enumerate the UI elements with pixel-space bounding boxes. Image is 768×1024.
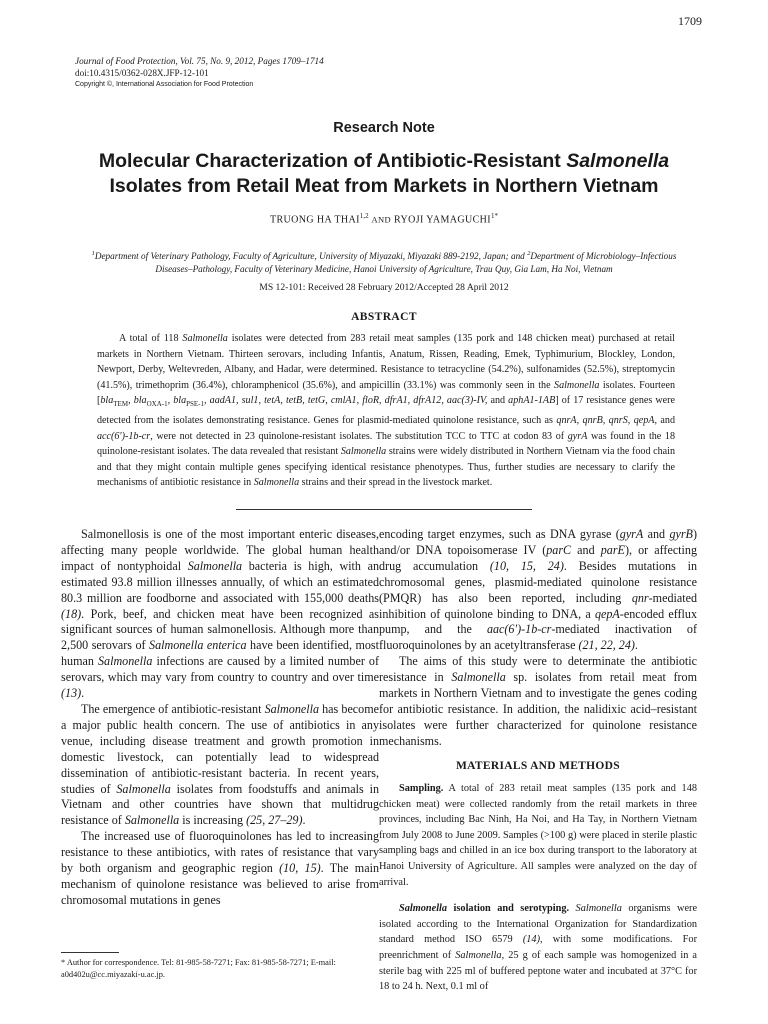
r-cite-14: (14) xyxy=(522,934,540,946)
abs-s4: ] of 17 resistance genes were detected from the isolates demonstrating resistance. Genes for plasmid-mediated quinolone resistance, such as xyxy=(97,395,675,426)
title-part1: Molecular Characterization of Antibiotic-Resistant xyxy=(98,150,567,172)
l-p2-a: The emergence of antibiotic-resistant xyxy=(81,701,265,716)
l-cite-25: (25, 27–29) xyxy=(246,813,303,828)
l-salmonella-4: Salmonella xyxy=(116,781,171,796)
r-qepa: qepA xyxy=(594,606,620,621)
l-p1-f: have been identified, most human xyxy=(61,638,379,669)
r-p1-h: . xyxy=(634,638,638,653)
left-paragraph-2 xyxy=(61,702,379,829)
abstract-divider xyxy=(236,509,532,510)
affil-sup-2: 2 xyxy=(527,250,531,257)
copyright: Copyright ©, International Association for Food Protection xyxy=(75,81,254,88)
l-p2-b: has become a major public health concern. The use of antibiotics in any venue, including disease treatment and growth promotion in domestic livestock, can potentially lead to widespread dissemination of antibiotic-resistant bacteria. In recent years, studies of xyxy=(61,701,379,796)
abs-salmonella-1: Salmonella xyxy=(182,333,228,344)
l-p1-a: Salmonellosis is one of the most important enteric diseases, affecting many people worldwide. The global human health impact of nontyphoidal xyxy=(61,527,379,573)
methods-heading: MATERIALS AND METHODS xyxy=(456,760,620,772)
journal-header xyxy=(75,55,324,91)
isolation-text-c: , 25 g of each sample was homogenized in a sterile bag with 225 ml of buffered peptone water and incubated at 37°C for 18 to 24 h. Next, 0.1 ml of xyxy=(379,949,697,993)
abs-bla-tem: bla xyxy=(100,395,114,407)
author-1-sup: 1,2 xyxy=(359,212,369,220)
l-p1-d: . Pork, beef, and chicken meat have been recognized as significant sources of human salmonellosis. Although more than 2,500 serovars of xyxy=(61,606,379,653)
isolation-text-a: organisms were isolated according to the International Organization for Standardization standard method ISO 6579 xyxy=(379,903,698,946)
l-cite-13: (13) xyxy=(61,686,82,701)
l-p2-e: . xyxy=(302,813,306,828)
abs-genes: , aadA1, sul1, tetA, tetB, tetG, cmlA1, floR, dfrA1, dfrA12, aac(3)-IV, xyxy=(204,395,488,407)
r-and1: and xyxy=(643,527,670,541)
journal-citation: Journal of Food Protection, Vol. 75, No. 9, 2012, Pages 1709–1714 xyxy=(75,56,324,66)
r-gyra: gyrA xyxy=(619,527,644,541)
abs-gyra: gyrA xyxy=(567,430,588,442)
right-column xyxy=(379,527,697,750)
isolation-paragraph xyxy=(379,901,697,995)
doi: doi:10.4315/0362-028X.JFP-12-101 xyxy=(75,68,209,78)
l-p1-g: infections are caused by a limited number of serovars, which may vary from country to country and over time xyxy=(61,654,379,685)
abs-s8: strains and their spread in the livestock market. xyxy=(299,477,493,489)
abs-s1: A total of 118 xyxy=(119,333,183,344)
l-p1-h: . xyxy=(81,686,85,701)
abs-s7: strains were widely distributed in Northern Vietnam via the food chain and that they might contain multiple genes specifying identical resistance phenotypes. Thus, further studies are necessary to clarify the mechanisms of antibiotic resistance in xyxy=(97,446,675,489)
r-parc: parC xyxy=(546,542,572,557)
author-conjunction: AND xyxy=(371,214,392,225)
page-number: 1709 xyxy=(678,14,702,28)
r-p1-g: -mediated inactivation of fluoroquinolones by an acetyltransferase xyxy=(379,622,697,653)
abs-aph: aphA1-1AB xyxy=(508,395,556,407)
r-p1-b: ) and/or DNA topoisomerase IV ( xyxy=(379,527,697,557)
abs-bla-oxa: bla xyxy=(133,395,147,407)
isolation-text-b: , with some modifications. For preenrichment of xyxy=(379,934,697,961)
r-salmonella-2: Salmonella xyxy=(575,903,622,915)
r-cite-10: (10, 15, 24) xyxy=(489,558,564,573)
r-and2: and xyxy=(571,542,601,557)
r-salmonella-3: Salmonella xyxy=(455,949,502,961)
abs-bla-pse-sub: PSE-1 xyxy=(186,400,205,409)
title-italic: Salmonella xyxy=(566,150,670,172)
manuscript-dates: MS 12-101: Received 28 February 2012/Accepted 28 April 2012 xyxy=(259,282,509,293)
isolation-heading: isolation and serotyping. xyxy=(447,903,570,915)
correspondence-footnote: * Author for correspondence. Tel: 81-985-58-7271; Fax: 81-985-58-7271; E-mail: a0d402u@cc.miyazaki-u.ac.jp. xyxy=(61,958,336,980)
affiliations xyxy=(72,247,696,276)
r-qnr: qnr xyxy=(631,590,649,605)
abs-and2: and xyxy=(656,414,675,426)
r-p1-e: -mediated inhibition of quinolone binding to DNA, a xyxy=(379,590,697,621)
title-part2: Isolates from Retail Meat from Markets in Northern Vietnam xyxy=(109,175,659,197)
abs-and1: and xyxy=(487,395,509,407)
abs-sep1: , xyxy=(128,395,134,407)
l-cite-18: (18) xyxy=(61,606,82,621)
footnote-divider xyxy=(61,952,119,953)
abs-sep2: , xyxy=(167,395,174,407)
l-p1-b: bacteria is high, with an estimated 93.8 million illnesses annually, of which an estimated 80.3 million are foodborne and associated with 155,000 deaths xyxy=(61,558,379,605)
l-p2-d: is increasing xyxy=(179,813,247,828)
sampling-heading: Sampling. xyxy=(399,783,444,794)
abs-s3: isolates. Fourteen [ xyxy=(97,379,675,407)
affil-2: Department of Microbiology–Infectious Diseases–Pathology, Faculty of Veterinary Medicine, Hanoi University of Agriculture, Trau Quy, Gia Lam, Ha Noi, Vietnam xyxy=(155,251,677,275)
l-salmonella-enterica: Salmonella enterica xyxy=(149,638,247,653)
abs-acc: acc(6′)-1b-cr xyxy=(97,430,151,442)
r-p1-a: encoding target enzymes, such as DNA gyrase ( xyxy=(379,527,620,541)
author-2: RYOJI YAMAGUCHI xyxy=(394,214,492,226)
left-paragraph-1 xyxy=(61,527,379,702)
r-gyrb: gyrB xyxy=(669,527,693,541)
abs-bla-oxa-sub: OXA-1 xyxy=(146,400,168,409)
abs-salmonella-4: Salmonella xyxy=(253,477,300,489)
r-p2-b: sp. isolates from retail meat from markets in Northern Vietnam and to investigate the genes coding for antibiotic resistance. In addition, the nalidixic acid–resistant isolates were further characterized for quinolone resistance mechanisms. xyxy=(379,670,697,748)
r-cite-21: (21, 22, 24) xyxy=(578,638,635,653)
l-salmonella-2: Salmonella xyxy=(97,654,153,669)
abs-bla-pse: bla xyxy=(173,395,187,407)
abs-s2: isolates were detected from 283 retail meat samples (135 pork and 148 chicken meat) purchased at retail markets in Northern Vietnam. Thirteen serovars, including Infantis, Anatum, Rissen, Reading, Emek, Typhimurium, Blockley, London, Newport, Derby, Weltevreden, Albany, and Hadar, were determined. Resistance to tetracycline (54.2%), sulfonamides (52.5%), streptomycin (41.5%), trimethoprim (36.4%), chloramphenicol (35.6%), and ampicillin (33.1%) was commonly seen in the xyxy=(97,333,675,391)
article-title xyxy=(40,149,728,199)
r-aac: aac(6′)-1b-cr xyxy=(486,622,552,637)
right-paragraph-2 xyxy=(379,654,697,749)
l-p2-c: isolates from foodstuffs and animals in Vietnam and other countries have shown that multidrug resistance of xyxy=(61,781,379,828)
left-paragraph-3 xyxy=(61,829,379,909)
author-1: TRUONG HA THAI xyxy=(269,214,360,226)
r-p1-f: -encoded efflux pump, and the xyxy=(379,606,697,637)
l-p3-b: . The main mechanism of quinolone resistance was believed to arise from chromosomal mutations in genes xyxy=(61,861,379,907)
r-salmonella-1: Salmonella xyxy=(451,670,506,685)
author-2-sup: 1* xyxy=(491,212,499,220)
abs-bla-tem-sub: TEM xyxy=(113,400,129,409)
r-p1-c: ), or affecting drug accumulation xyxy=(379,542,697,573)
r-pare: parE xyxy=(600,542,625,557)
abstract-heading: ABSTRACT xyxy=(351,311,417,323)
abs-s6: was found in the 18 quinolone-resistant isolates. The data revealed that resistant xyxy=(97,430,675,458)
l-salmonella-3: Salmonella xyxy=(264,701,319,716)
abstract-text xyxy=(97,331,675,491)
abs-s5: , were not detected in 23 quinolone-resistant isolates. The substitution TCC to TTC at codon 83 of xyxy=(150,430,568,442)
abs-salmonella-2: Salmonella xyxy=(554,379,600,391)
l-salmonella-5: Salmonella xyxy=(124,813,180,828)
authors xyxy=(0,212,768,225)
article-type: Research Note xyxy=(333,120,435,136)
l-p3-a: The increased use of fluoroquinolones has led to increasing resistance to these antibiotics, with rates of resistance that vary by both organism and geographic region xyxy=(61,829,379,876)
left-column xyxy=(61,527,379,909)
abs-qnr: qnrA, qnrB, qnrS, qepA, xyxy=(556,414,657,426)
affil-1: Department of Veterinary Pathology, Faculty of Agriculture, University of Miyazaki, Miyazaki 889-2192, Japan; and xyxy=(94,251,528,262)
right-column-methods xyxy=(379,781,697,995)
l-cite-10: (10, 15) xyxy=(279,861,321,876)
l-salmonella-1: Salmonella xyxy=(187,558,243,573)
r-p2-a: The aims of this study were to determinate the antibiotic resistance in xyxy=(379,654,697,685)
isolation-heading-italic: Salmonella xyxy=(399,903,448,915)
sampling-text: A total of 283 retail meat samples (135 pork and 148 chicken meat) were collected randomly from the retail markets in three provinces, including Bac Ninh, Ha Noi, and Ha Tay, in Northern Vietnam from July 2008 to June 2009. Samples (>100 g) were placed in sterile plastic sampling bags and chilled in an ice box during transport to the laboratory at Hanoi University of Agriculture. All samples were analyzed on the day of arrival. xyxy=(379,783,697,888)
r-p1-d: . Besides mutations in chromosomal genes, plasmid-mediated quinolone resistance (PMQR) has also been reported, including xyxy=(379,558,697,605)
sampling-paragraph xyxy=(379,781,697,890)
abs-salmonella-3: Salmonella xyxy=(340,446,387,458)
right-paragraph-1 xyxy=(379,527,697,654)
affil-sup-1: 1 xyxy=(91,250,95,257)
